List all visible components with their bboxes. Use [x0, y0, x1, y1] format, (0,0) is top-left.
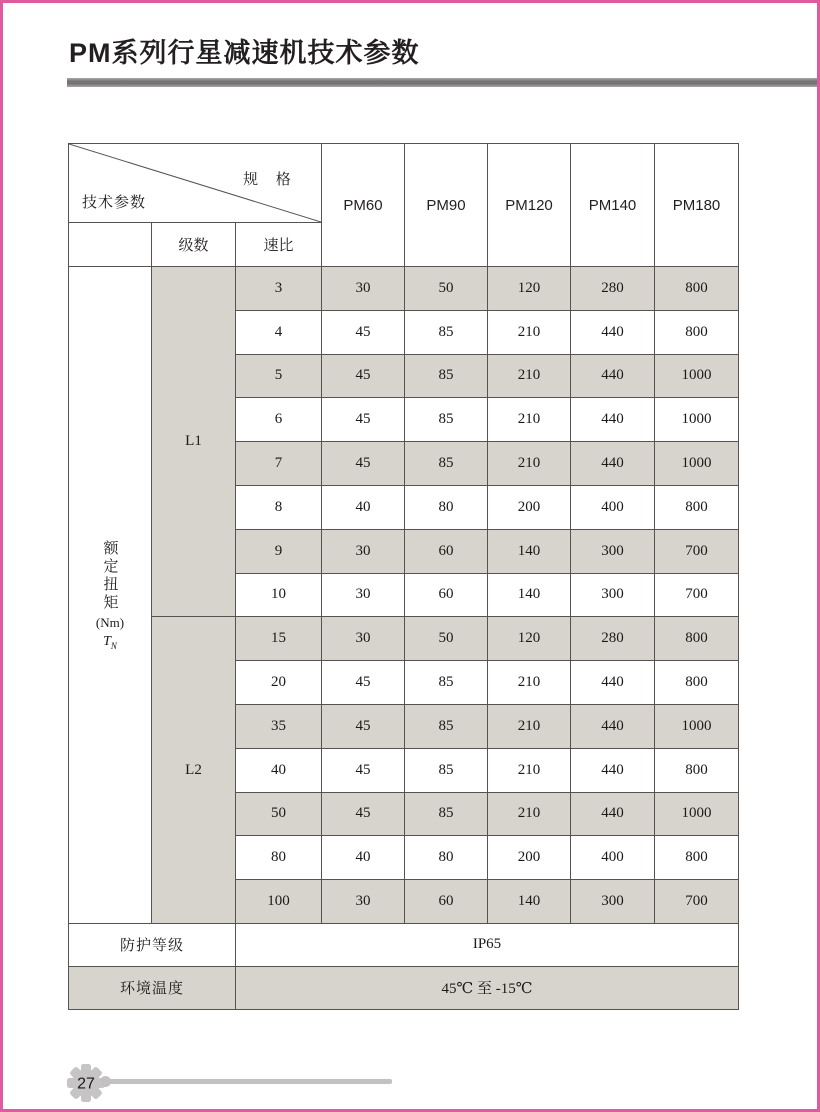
value-cell: 30	[322, 880, 405, 924]
value-cell: 50	[405, 617, 488, 661]
value-cell: 800	[655, 661, 739, 705]
value-cell: 440	[571, 748, 655, 792]
page-footer	[3, 1059, 820, 1107]
temperature-label: 环境温度	[69, 966, 236, 1009]
subheader-stage: 级数	[152, 223, 236, 267]
col-header-pm60: PM60	[322, 144, 405, 267]
value-cell: 700	[655, 880, 739, 924]
col-header-pm180: PM180	[655, 144, 739, 267]
col-header-pm140: PM140	[571, 144, 655, 267]
protection-row	[69, 923, 739, 966]
protection-label: 防护等级	[69, 923, 236, 966]
value-cell: 210	[488, 661, 571, 705]
ratio-cell: 9	[236, 529, 322, 573]
col-header-pm120: PM120	[488, 144, 571, 267]
value-cell: 210	[488, 310, 571, 354]
value-cell: 140	[488, 529, 571, 573]
value-cell: 210	[488, 704, 571, 748]
value-cell: 800	[655, 836, 739, 880]
ratio-cell: 6	[236, 398, 322, 442]
value-cell: 60	[405, 573, 488, 617]
value-cell: 440	[571, 792, 655, 836]
value-cell: 85	[405, 310, 488, 354]
value-cell: 300	[571, 573, 655, 617]
value-cell: 1000	[655, 398, 739, 442]
value-cell: 300	[571, 880, 655, 924]
protection-value: IP65	[236, 923, 739, 966]
torque-label-vertical: 额定扭矩	[101, 539, 118, 612]
value-cell: 85	[405, 398, 488, 442]
ratio-cell: 50	[236, 792, 322, 836]
value-cell: 140	[488, 880, 571, 924]
value-cell: 85	[405, 442, 488, 486]
value-cell: 30	[322, 617, 405, 661]
ratio-cell: 7	[236, 442, 322, 486]
value-cell: 45	[322, 792, 405, 836]
temperature-value: 45℃ 至 -15℃	[236, 966, 739, 1009]
diagonal-corner-cell	[69, 144, 322, 223]
value-cell: 45	[322, 354, 405, 398]
empty-cell	[69, 223, 152, 267]
value-cell: 85	[405, 661, 488, 705]
corner-label-parameters: 技术参数	[82, 195, 147, 211]
table-header-row	[69, 144, 739, 223]
value-cell: 80	[405, 485, 488, 529]
value-cell: 700	[655, 529, 739, 573]
value-cell: 210	[488, 354, 571, 398]
value-cell: 1000	[655, 704, 739, 748]
value-cell: 45	[322, 310, 405, 354]
stage-cell-l2: L2	[152, 617, 236, 924]
page-number: 27	[77, 1075, 95, 1093]
value-cell: 1000	[655, 792, 739, 836]
table-row	[69, 267, 739, 311]
ratio-cell: 3	[236, 267, 322, 311]
value-cell: 45	[322, 661, 405, 705]
value-cell: 200	[488, 485, 571, 529]
value-cell: 210	[488, 748, 571, 792]
value-cell: 400	[571, 485, 655, 529]
value-cell: 40	[322, 836, 405, 880]
ratio-cell: 8	[236, 485, 322, 529]
value-cell: 85	[405, 748, 488, 792]
value-cell: 440	[571, 661, 655, 705]
ratio-cell: 20	[236, 661, 322, 705]
torque-symbol: $T_N$	[103, 633, 117, 651]
diagonal-corner-box	[69, 144, 321, 222]
temperature-row	[69, 966, 739, 1009]
value-cell: 85	[405, 354, 488, 398]
ratio-cell: 10	[236, 573, 322, 617]
spec-table	[68, 143, 739, 1010]
torque-label	[69, 540, 151, 651]
ratio-cell: 15	[236, 617, 322, 661]
value-cell: 800	[655, 310, 739, 354]
value-cell: 30	[322, 529, 405, 573]
value-cell: 700	[655, 573, 739, 617]
value-cell: 30	[322, 573, 405, 617]
value-cell: 280	[571, 617, 655, 661]
value-cell: 120	[488, 267, 571, 311]
ratio-cell: 40	[236, 748, 322, 792]
value-cell: 140	[488, 573, 571, 617]
value-cell: 210	[488, 398, 571, 442]
value-cell: 800	[655, 617, 739, 661]
ratio-cell: 5	[236, 354, 322, 398]
value-cell: 45	[322, 748, 405, 792]
value-cell: 400	[571, 836, 655, 880]
value-cell: 300	[571, 529, 655, 573]
value-cell: 440	[571, 704, 655, 748]
value-cell: 200	[488, 836, 571, 880]
value-cell: 1000	[655, 442, 739, 486]
value-cell: 45	[322, 704, 405, 748]
stage-cell-l1: L1	[152, 267, 236, 617]
value-cell: 60	[405, 880, 488, 924]
value-cell: 80	[405, 836, 488, 880]
ratio-cell: 4	[236, 310, 322, 354]
value-cell: 85	[405, 792, 488, 836]
corner-label-spec: 规 格	[243, 172, 298, 188]
subheader-ratio: 速比	[236, 223, 322, 267]
col-header-pm90: PM90	[405, 144, 488, 267]
value-cell: 85	[405, 704, 488, 748]
value-cell: 800	[655, 748, 739, 792]
value-cell: 800	[655, 485, 739, 529]
value-cell: 280	[571, 267, 655, 311]
value-cell: 40	[322, 485, 405, 529]
value-cell: 45	[322, 442, 405, 486]
value-cell: 60	[405, 529, 488, 573]
value-cell: 210	[488, 442, 571, 486]
ratio-cell: 80	[236, 836, 322, 880]
torque-unit: (Nm)	[95, 614, 125, 630]
value-cell: 440	[571, 354, 655, 398]
ratio-cell: 35	[236, 704, 322, 748]
value-cell: 45	[322, 398, 405, 442]
table-row	[69, 617, 739, 661]
page-title: PM系列行星减速机技术参数	[69, 38, 420, 68]
value-cell: 120	[488, 617, 571, 661]
value-cell: 30	[322, 267, 405, 311]
value-cell: 440	[571, 310, 655, 354]
value-cell: 800	[655, 267, 739, 311]
footer-rule	[107, 1079, 392, 1084]
ratio-cell: 100	[236, 880, 322, 924]
value-cell: 440	[571, 398, 655, 442]
value-cell: 50	[405, 267, 488, 311]
value-cell: 1000	[655, 354, 739, 398]
torque-label-cell	[69, 267, 152, 924]
value-cell: 210	[488, 792, 571, 836]
title-underline-bar	[67, 78, 817, 87]
value-cell: 440	[571, 442, 655, 486]
